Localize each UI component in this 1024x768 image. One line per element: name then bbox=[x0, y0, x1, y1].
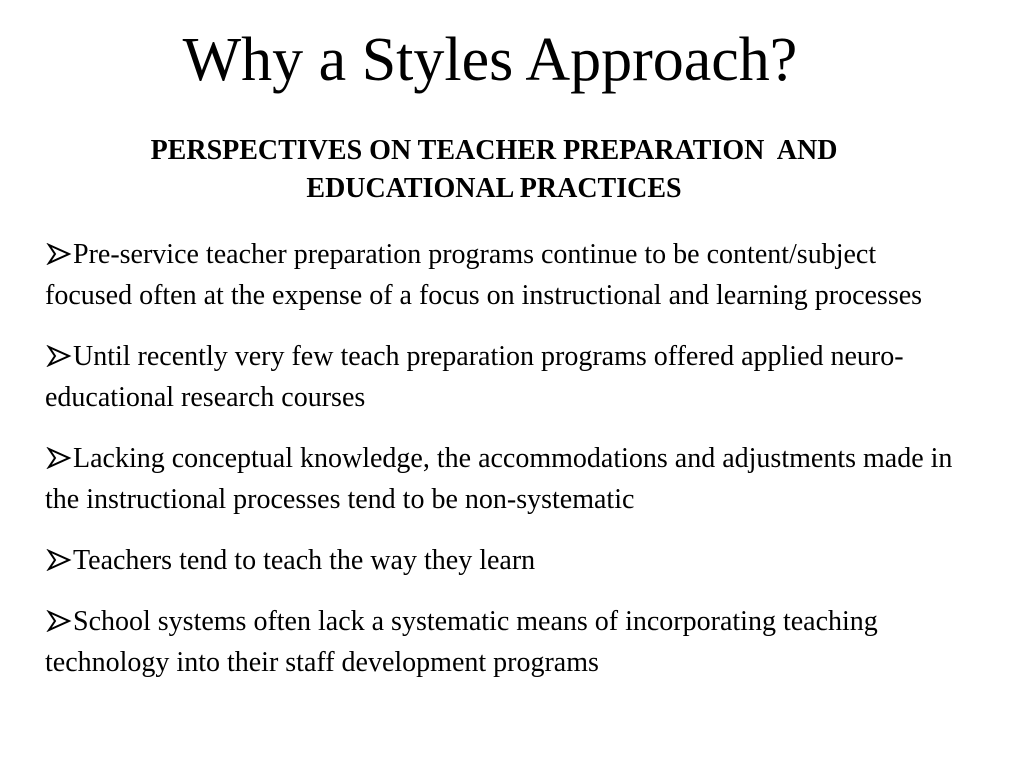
bullet-text: Until recently very few teach preparation programs offered applied neuro-educational research courses bbox=[45, 341, 904, 413]
arrow-bullet-icon bbox=[45, 610, 73, 632]
bullet-item bbox=[45, 336, 955, 418]
bullet-item bbox=[45, 234, 955, 316]
bullet-item bbox=[45, 601, 955, 683]
bullet-text: Pre-service teacher preparation programs continue to be content/subject focused often at the expense of a focus on instructional and learning processes bbox=[45, 239, 923, 311]
slide-title: Why a Styles Approach? bbox=[182, 26, 798, 94]
subtitle-line-2: EDUCATIONAL PRACTICES bbox=[306, 173, 682, 204]
bullet-text: School systems often lack a systematic means of incorporating teaching technology into their staff development programs bbox=[45, 606, 878, 678]
arrow-bullet-icon bbox=[45, 549, 73, 571]
subtitle-line-1: PERSPECTIVES ON TEACHER PREPARATION AND bbox=[150, 135, 838, 166]
bullet-text: Lacking conceptual knowledge, the accommodations and adjustments made in the instructional processes tend to be non-systematic bbox=[45, 443, 953, 515]
arrow-bullet-icon bbox=[45, 243, 73, 265]
arrow-bullet-icon bbox=[45, 447, 73, 469]
bullet-text: Teachers tend to teach the way they learn bbox=[73, 545, 536, 576]
arrow-bullet-icon bbox=[45, 345, 73, 367]
bullet-item bbox=[45, 540, 955, 581]
bullet-list bbox=[45, 234, 955, 703]
bullet-item bbox=[45, 438, 955, 520]
slide-subtitle bbox=[40, 132, 948, 208]
